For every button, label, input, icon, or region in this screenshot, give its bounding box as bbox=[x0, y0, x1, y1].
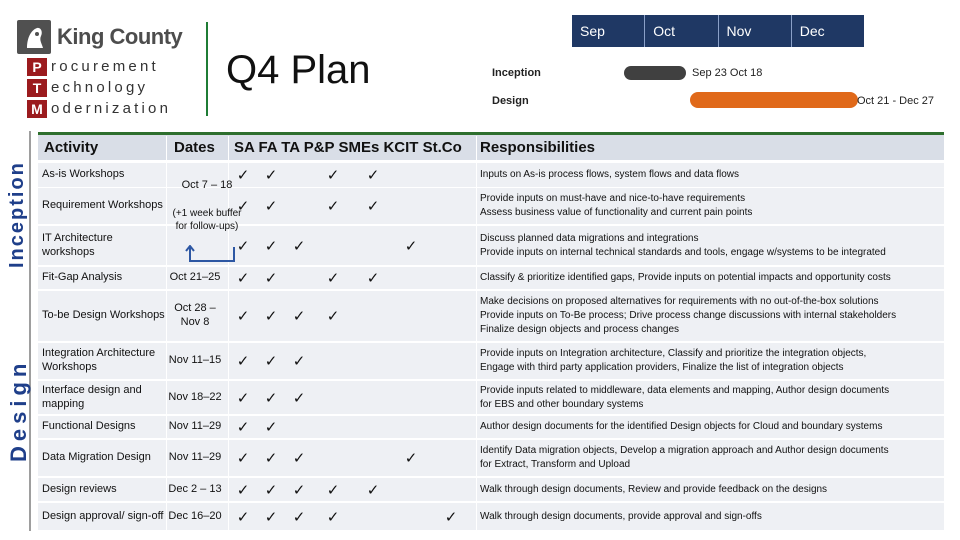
table-header bbox=[38, 132, 944, 160]
logo-divider bbox=[206, 22, 208, 116]
table-row bbox=[38, 291, 944, 341]
responsibilities-cell: Discuss planned data migrations and integrations Provide inputs on internal technical standards and tools, engage w/systems to be integrated bbox=[480, 232, 886, 258]
checkmark-icon: ✓ bbox=[264, 198, 278, 215]
checkmark-icon: ✓ bbox=[236, 389, 250, 407]
column-separator bbox=[476, 163, 477, 187]
checkmark-icon: ✓ bbox=[292, 389, 306, 407]
dates-cell: Nov 11–29 bbox=[168, 420, 222, 433]
checkmark-icon: ✓ bbox=[264, 270, 278, 287]
dates-buffer-note: (+1 week buffer for follow-ups) bbox=[172, 208, 242, 232]
dates-oct-7-18: Oct 7 – 18 bbox=[181, 179, 233, 191]
activity-cell: IT Architecture workshops bbox=[42, 231, 113, 258]
responsibilities-cell: Make decisions on proposed alternatives for requirements with no out-of-the-box solutions Provide inputs on To-Be process; Drive process change discussions with internal stakeholders Finalize design objects and process changes bbox=[480, 296, 897, 335]
activity-cell: Design reviews bbox=[42, 482, 117, 495]
column-separator bbox=[476, 188, 477, 224]
checkmark-icon: ✓ bbox=[444, 508, 458, 526]
phase-divider-line bbox=[29, 131, 31, 531]
table-row bbox=[38, 503, 944, 530]
dates-cell: Nov 11–29 bbox=[168, 451, 222, 464]
checkmark-icon: ✓ bbox=[404, 450, 418, 467]
header-activity: Activity bbox=[44, 139, 99, 156]
table-row bbox=[38, 343, 944, 379]
dates-cell: Dec 2 – 13 bbox=[168, 482, 222, 495]
column-separator bbox=[476, 267, 477, 289]
checkmark-icon: ✓ bbox=[264, 167, 278, 184]
responsibilities-cell: Walk through design documents, Review and provide feedback on the designs bbox=[480, 483, 828, 495]
checkmark-icon: ✓ bbox=[236, 198, 250, 215]
king-county-seal-logo bbox=[17, 20, 51, 54]
column-separator bbox=[476, 503, 477, 530]
column-separator bbox=[166, 381, 167, 414]
column-separator bbox=[228, 416, 229, 438]
table-row bbox=[38, 381, 944, 414]
ptm-word: echnology bbox=[51, 79, 149, 96]
checkmark-icon: ✓ bbox=[264, 481, 278, 499]
activity-cell: Design approval/ sign-off bbox=[42, 509, 164, 522]
timeline-phase-label-design: Design bbox=[492, 95, 529, 107]
column-separator bbox=[166, 343, 167, 379]
checkmark-icon: ✓ bbox=[366, 270, 380, 287]
column-separator bbox=[476, 478, 477, 501]
column-separator bbox=[228, 381, 229, 414]
checkmark-icon: ✓ bbox=[326, 167, 340, 184]
timeline-bar-inception bbox=[624, 66, 686, 80]
timeline-month: Dec bbox=[791, 15, 864, 47]
dates-cell: Dec 16–20 bbox=[168, 509, 222, 522]
checkmark-icon: ✓ bbox=[264, 389, 278, 407]
column-separator bbox=[228, 343, 229, 379]
column-separator bbox=[476, 226, 477, 265]
checkmark-icon: ✓ bbox=[292, 450, 306, 467]
checkmark-icon: ✓ bbox=[264, 308, 278, 325]
checkmark-icon: ✓ bbox=[264, 353, 278, 370]
dates-cell: Oct 28 – Nov 8 bbox=[174, 302, 216, 328]
org-name: King County bbox=[57, 24, 183, 49]
checkmark-icon: ✓ bbox=[236, 353, 250, 370]
column-separator bbox=[166, 440, 167, 476]
column-separator bbox=[476, 291, 477, 341]
checkmark-icon: ✓ bbox=[366, 481, 380, 499]
header-dates: Dates bbox=[174, 139, 215, 156]
responsibilities-cell: Inputs on As-is process flows, system flows and data flows bbox=[480, 169, 739, 180]
ptm-letter: P bbox=[27, 58, 47, 76]
checkmark-icon: ✓ bbox=[236, 508, 250, 526]
responsibilities-cell: Provide inputs related to middleware, data elements and mapping, Author design documents for EBS and other boundary systems bbox=[480, 384, 890, 410]
ptm-letter: M bbox=[27, 100, 47, 118]
timeline-month: Oct bbox=[644, 15, 717, 47]
column-separator bbox=[228, 503, 229, 530]
column-separator bbox=[166, 478, 167, 501]
checkmark-icon: ✓ bbox=[264, 237, 278, 255]
column-separator bbox=[228, 440, 229, 476]
checkmark-icon: ✓ bbox=[326, 308, 340, 325]
checkmark-icon: ✓ bbox=[236, 308, 250, 325]
timeline-phase-label-inception: Inception bbox=[492, 67, 541, 79]
page-title: Q4 Plan bbox=[226, 48, 371, 92]
checkmark-icon: ✓ bbox=[236, 237, 250, 255]
checkmark-icon: ✓ bbox=[326, 198, 340, 215]
column-separator bbox=[228, 291, 229, 341]
checkmark-icon: ✓ bbox=[326, 508, 340, 526]
responsibilities-cell: Classify & prioritize identified gaps, Provide inputs on potential impacts and opportunity costs bbox=[480, 272, 891, 283]
responsibilities-cell: Author design documents for the identified Design objects for Cloud and boundary systems bbox=[480, 421, 883, 432]
responsibilities-cell: Walk through design documents, provide approval and sign-offs bbox=[480, 510, 762, 522]
checkmark-icon: ✓ bbox=[264, 508, 278, 526]
column-separator bbox=[476, 381, 477, 414]
timeline-month: Sep bbox=[580, 23, 605, 39]
checkmark-icon: ✓ bbox=[292, 237, 306, 255]
checkmark-icon: ✓ bbox=[264, 450, 278, 467]
header-responsibilities: Responsibilities bbox=[480, 139, 596, 156]
checkmark-icon: ✓ bbox=[236, 270, 250, 287]
activity-cell: Requirement Workshops bbox=[42, 199, 163, 212]
checkmark-icon: ✓ bbox=[236, 450, 250, 467]
column-separator bbox=[476, 343, 477, 379]
table-row bbox=[38, 416, 944, 438]
checkmark-icon: ✓ bbox=[236, 481, 250, 499]
column-separator bbox=[166, 416, 167, 438]
ptm-word: odernization bbox=[51, 100, 172, 117]
timeline-dates-design: Oct 21 - Dec 27 bbox=[857, 95, 935, 107]
activity-cell: Integration Architecture Workshops bbox=[42, 347, 156, 373]
timeline-month: Nov bbox=[718, 15, 791, 47]
checkmark-icon: ✓ bbox=[326, 481, 340, 499]
checkmark-icon: ✓ bbox=[366, 167, 380, 184]
activity-cell: Functional Designs bbox=[42, 420, 136, 433]
checkmark-icon: ✓ bbox=[292, 308, 306, 325]
checkmark-icon: ✓ bbox=[292, 508, 306, 526]
checkmark-icon: ✓ bbox=[292, 481, 306, 499]
activity-cell: Data Migration Design bbox=[42, 451, 151, 464]
activity-cell: Fit-Gap Analysis bbox=[42, 271, 123, 284]
checkmark-icon: ✓ bbox=[264, 419, 278, 436]
checkmark-icon: ✓ bbox=[292, 353, 306, 370]
column-separator bbox=[166, 503, 167, 530]
responsibilities-cell: Provide inputs on must-have and nice-to-have requirements Assess business value of functionality and current pain points bbox=[480, 193, 753, 218]
checkmark-icon: ✓ bbox=[236, 419, 250, 436]
activity-cell: Interface design and mapping bbox=[42, 383, 142, 410]
table-row bbox=[38, 440, 944, 476]
dates-cell: Oct 21–25 bbox=[169, 271, 221, 284]
phase-label-design: Design bbox=[6, 358, 31, 462]
ptm-word: rocurement bbox=[51, 58, 159, 75]
dates-cell: Nov 11–15 bbox=[168, 354, 222, 367]
activity-cell: To-be Design Workshops bbox=[42, 309, 165, 322]
header-separator bbox=[476, 136, 477, 160]
checkmark-icon: ✓ bbox=[236, 167, 250, 184]
column-separator bbox=[166, 291, 167, 341]
checkmark-icon: ✓ bbox=[366, 198, 380, 215]
activity-cell: As-is Workshops bbox=[42, 168, 125, 181]
timeline-dates-inception: Sep 23 Oct 18 bbox=[692, 67, 763, 79]
column-separator bbox=[476, 440, 477, 476]
ptm-letter: T bbox=[27, 79, 47, 97]
responsibilities-cell: Provide inputs on Integration architecture, Classify and prioritize the integration objects, Engage with third party application providers, Finalize the list of integration objects bbox=[480, 348, 867, 373]
buffer-bracket-icon bbox=[184, 245, 240, 265]
table-row bbox=[38, 478, 944, 501]
timeline-months-header bbox=[572, 15, 864, 47]
seal-icon bbox=[17, 20, 51, 54]
responsibilities-cell: Identify Data migration objects, Develop a migration approach and Author design documents for Extract, Transform and Upload bbox=[480, 445, 889, 470]
column-separator bbox=[476, 416, 477, 438]
header-separator bbox=[228, 136, 229, 160]
header-roles: SA FA TA P&P SMEs KCIT St.Co bbox=[234, 139, 462, 156]
timeline-bar-design bbox=[690, 92, 858, 108]
column-separator bbox=[228, 478, 229, 501]
checkmark-icon: ✓ bbox=[326, 270, 340, 287]
phase-label-inception: Inception bbox=[6, 161, 28, 268]
checkmark-icon: ✓ bbox=[404, 237, 418, 255]
dates-cell: Nov 18–22 bbox=[168, 390, 222, 403]
header-separator bbox=[166, 136, 167, 160]
